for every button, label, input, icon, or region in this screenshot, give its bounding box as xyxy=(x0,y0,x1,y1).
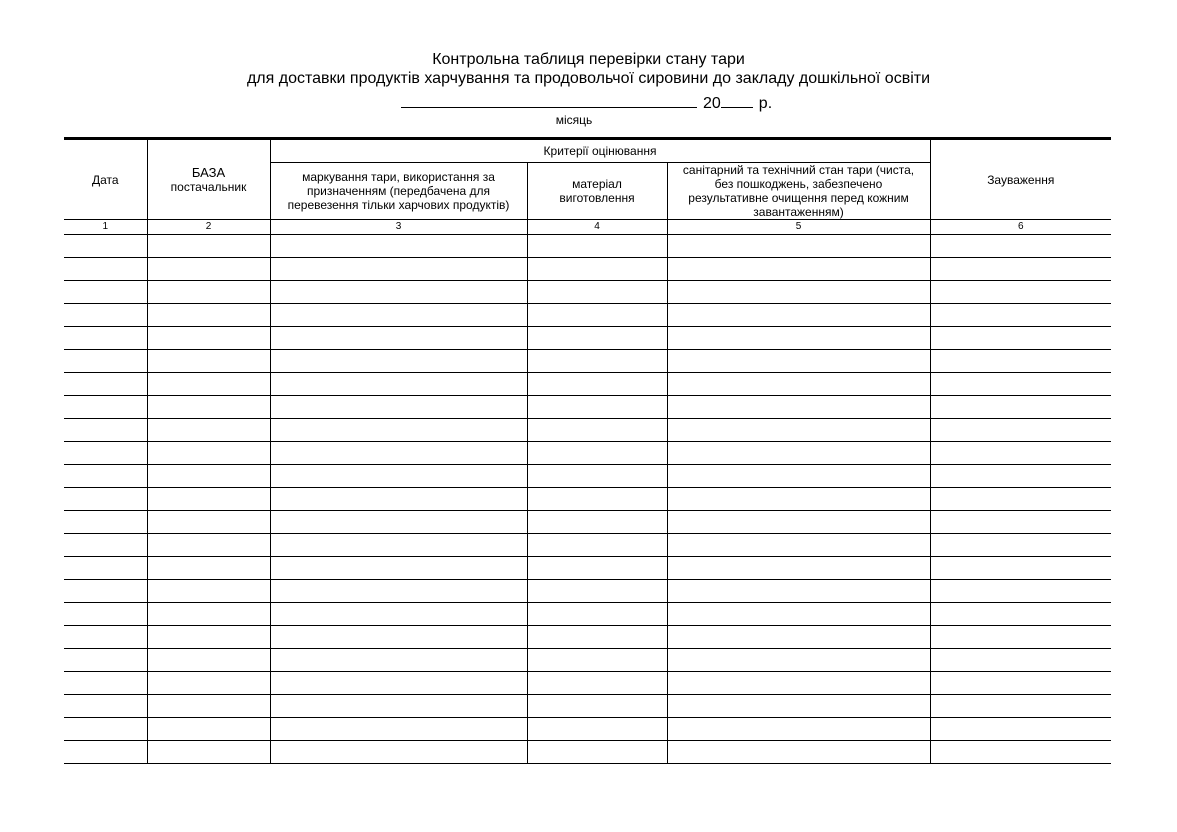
table-cell[interactable] xyxy=(930,741,1111,764)
table-cell[interactable] xyxy=(527,649,667,672)
table-cell[interactable] xyxy=(667,534,930,557)
table-cell[interactable] xyxy=(667,258,930,281)
table-cell[interactable] xyxy=(64,373,147,396)
header-supplier-line2: постачальник xyxy=(170,179,247,194)
table-cell[interactable] xyxy=(64,741,147,764)
table-cell[interactable] xyxy=(930,281,1111,304)
table-cell[interactable] xyxy=(527,235,667,258)
table-cell[interactable] xyxy=(270,557,527,580)
month-blank-field[interactable] xyxy=(401,92,697,108)
table-row xyxy=(64,695,1111,718)
table-row xyxy=(64,511,1111,534)
table-cell[interactable] xyxy=(667,741,930,764)
table-cell[interactable] xyxy=(270,534,527,557)
table-cell[interactable] xyxy=(667,327,930,350)
table-cell[interactable] xyxy=(527,465,667,488)
table-cell[interactable] xyxy=(270,603,527,626)
table-cell[interactable] xyxy=(147,350,270,373)
table-cell[interactable] xyxy=(667,557,930,580)
table-cell[interactable] xyxy=(270,511,527,534)
table-cell[interactable] xyxy=(64,649,147,672)
table-row xyxy=(64,580,1111,603)
table-cell[interactable] xyxy=(527,488,667,511)
header-marking-text: маркування тари, використання за призначенням (передбачена для перевезення тільки харчових продуктів) xyxy=(287,170,510,212)
table-cell[interactable] xyxy=(64,511,147,534)
year-blank-field[interactable] xyxy=(721,92,753,108)
header-marking xyxy=(270,163,527,220)
table-cell[interactable] xyxy=(147,258,270,281)
table-cell[interactable] xyxy=(64,350,147,373)
table-cell[interactable] xyxy=(930,235,1111,258)
table-cell[interactable] xyxy=(527,557,667,580)
column-number-row xyxy=(64,220,1111,235)
table-cell[interactable] xyxy=(270,258,527,281)
table-cell[interactable] xyxy=(930,442,1111,465)
table-cell[interactable] xyxy=(147,534,270,557)
table-cell[interactable] xyxy=(527,695,667,718)
header-sanitary-text: санітарний та технічний стан тари (чиста, без пошкоджень, забезпечено результативне очищення перед кожним завантаженням) xyxy=(682,163,915,219)
year-suffix: р. xyxy=(758,95,773,112)
table-cell[interactable] xyxy=(270,488,527,511)
period-row xyxy=(401,92,772,112)
table-cell[interactable] xyxy=(270,235,527,258)
header-material-text: матеріал виготовлення xyxy=(559,177,635,205)
table-row xyxy=(64,603,1111,626)
table-cell[interactable] xyxy=(147,557,270,580)
table-cell[interactable] xyxy=(667,695,930,718)
table-cell[interactable] xyxy=(64,488,147,511)
table-cell[interactable] xyxy=(667,235,930,258)
table-cell[interactable] xyxy=(527,626,667,649)
table-row xyxy=(64,373,1111,396)
table-cell[interactable] xyxy=(667,603,930,626)
table-cell[interactable] xyxy=(64,626,147,649)
table-cell[interactable] xyxy=(64,235,147,258)
table-cell[interactable] xyxy=(147,396,270,419)
table-row xyxy=(64,649,1111,672)
table-cell[interactable] xyxy=(667,373,930,396)
table-cell[interactable] xyxy=(64,580,147,603)
table-cell[interactable] xyxy=(930,649,1111,672)
table-cell[interactable] xyxy=(930,258,1111,281)
table-cell[interactable] xyxy=(270,741,527,764)
table-cell[interactable] xyxy=(147,488,270,511)
table-cell[interactable] xyxy=(527,718,667,741)
table-row xyxy=(64,419,1111,442)
table-cell[interactable] xyxy=(147,235,270,258)
table-cell[interactable] xyxy=(147,718,270,741)
table-cell[interactable] xyxy=(667,304,930,327)
table-cell[interactable] xyxy=(667,672,930,695)
table-row xyxy=(64,488,1111,511)
inspection-table xyxy=(64,137,1111,764)
table-cell[interactable] xyxy=(667,718,930,741)
table-cell[interactable] xyxy=(270,281,527,304)
table-cell[interactable] xyxy=(667,442,930,465)
table-cell[interactable] xyxy=(64,327,147,350)
table-row xyxy=(64,741,1111,764)
table-cell[interactable] xyxy=(667,511,930,534)
table-cell[interactable] xyxy=(270,580,527,603)
document-title: Контрольна таблиця перевірки стану тари xyxy=(432,51,745,68)
table-cell[interactable] xyxy=(527,350,667,373)
column-number: 6 xyxy=(930,220,1111,235)
table-cell[interactable] xyxy=(64,281,147,304)
table-cell[interactable] xyxy=(667,465,930,488)
table-row xyxy=(64,534,1111,557)
header-supplier-line1: БАЗА xyxy=(191,164,226,180)
table-cell[interactable] xyxy=(930,465,1111,488)
column-number: 4 xyxy=(527,220,667,235)
table-cell[interactable] xyxy=(930,373,1111,396)
table-cell[interactable] xyxy=(64,557,147,580)
header-remarks: Зауваження xyxy=(930,139,1111,220)
table-cell[interactable] xyxy=(270,419,527,442)
table-cell[interactable] xyxy=(667,350,930,373)
table-row xyxy=(64,235,1111,258)
table-cell[interactable] xyxy=(667,649,930,672)
table-cell[interactable] xyxy=(64,442,147,465)
table-cell[interactable] xyxy=(147,695,270,718)
table-cell[interactable] xyxy=(527,327,667,350)
header-criteria: Критерії оцінювання xyxy=(270,139,930,163)
table-cell[interactable] xyxy=(147,649,270,672)
table-cell[interactable] xyxy=(270,695,527,718)
table-cell[interactable] xyxy=(667,419,930,442)
header-material xyxy=(527,163,667,220)
table-cell[interactable] xyxy=(527,672,667,695)
table-cell[interactable] xyxy=(930,419,1111,442)
table-row xyxy=(64,672,1111,695)
table-cell[interactable] xyxy=(147,465,270,488)
table-cell[interactable] xyxy=(147,373,270,396)
table-row xyxy=(64,557,1111,580)
table-cell[interactable] xyxy=(147,304,270,327)
table-cell[interactable] xyxy=(270,626,527,649)
column-number: 3 xyxy=(270,220,527,235)
table-cell[interactable] xyxy=(64,695,147,718)
table-cell[interactable] xyxy=(527,396,667,419)
table-cell[interactable] xyxy=(527,304,667,327)
table-cell[interactable] xyxy=(147,419,270,442)
table-row xyxy=(64,258,1111,281)
table-row xyxy=(64,718,1111,741)
table-cell[interactable] xyxy=(527,603,667,626)
table-cell[interactable] xyxy=(930,534,1111,557)
table-cell[interactable] xyxy=(64,465,147,488)
table-cell[interactable] xyxy=(270,304,527,327)
document-subtitle: для доставки продуктів харчування та продовольчої сировини до закладу дошкільної освіти xyxy=(246,70,931,87)
table-cell[interactable] xyxy=(147,672,270,695)
table-cell[interactable] xyxy=(147,741,270,764)
table-row xyxy=(64,442,1111,465)
table-cell[interactable] xyxy=(64,304,147,327)
column-number: 5 xyxy=(667,220,930,235)
year-prefix: 20 xyxy=(703,95,721,112)
header-sanitary xyxy=(667,163,930,220)
table-cell[interactable] xyxy=(147,442,270,465)
table-cell[interactable] xyxy=(64,534,147,557)
table-cell[interactable] xyxy=(930,718,1111,741)
table-cell[interactable] xyxy=(930,488,1111,511)
table-row xyxy=(64,327,1111,350)
table-cell[interactable] xyxy=(527,373,667,396)
table-cell[interactable] xyxy=(930,603,1111,626)
table-cell[interactable] xyxy=(270,649,527,672)
table-row xyxy=(64,396,1111,419)
table-cell[interactable] xyxy=(527,419,667,442)
table-cell[interactable] xyxy=(147,281,270,304)
table-cell[interactable] xyxy=(527,534,667,557)
table-cell[interactable] xyxy=(64,672,147,695)
table-cell[interactable] xyxy=(527,281,667,304)
table-cell[interactable] xyxy=(930,672,1111,695)
table-cell[interactable] xyxy=(147,511,270,534)
table-cell[interactable] xyxy=(930,304,1111,327)
table-cell[interactable] xyxy=(270,396,527,419)
table-cell[interactable] xyxy=(147,580,270,603)
header-supplier xyxy=(147,139,270,220)
table-cell[interactable] xyxy=(930,557,1111,580)
column-number: 1 xyxy=(64,220,147,235)
table-cell[interactable] xyxy=(64,258,147,281)
table-cell[interactable] xyxy=(147,327,270,350)
table-cell[interactable] xyxy=(930,511,1111,534)
table-cell[interactable] xyxy=(270,718,527,741)
table-cell[interactable] xyxy=(270,465,527,488)
table-cell[interactable] xyxy=(667,488,930,511)
table-cell[interactable] xyxy=(64,396,147,419)
table-cell[interactable] xyxy=(270,672,527,695)
table-cell[interactable] xyxy=(64,603,147,626)
table-cell[interactable] xyxy=(64,718,147,741)
table-body xyxy=(64,235,1111,764)
table-cell[interactable] xyxy=(930,580,1111,603)
table-cell[interactable] xyxy=(270,373,527,396)
table-cell[interactable] xyxy=(667,281,930,304)
table-cell[interactable] xyxy=(527,442,667,465)
table-row xyxy=(64,465,1111,488)
column-number: 2 xyxy=(147,220,270,235)
table-cell[interactable] xyxy=(64,419,147,442)
table-cell[interactable] xyxy=(270,327,527,350)
table-cell[interactable] xyxy=(527,580,667,603)
table-cell[interactable] xyxy=(667,626,930,649)
table-cell[interactable] xyxy=(147,626,270,649)
table-cell[interactable] xyxy=(270,442,527,465)
table-row xyxy=(64,626,1111,649)
table-cell[interactable] xyxy=(147,603,270,626)
table-row xyxy=(64,304,1111,327)
table-cell[interactable] xyxy=(527,511,667,534)
table-row xyxy=(64,281,1111,304)
table-cell[interactable] xyxy=(667,580,930,603)
table-cell[interactable] xyxy=(527,258,667,281)
table-cell[interactable] xyxy=(270,350,527,373)
table-cell[interactable] xyxy=(527,741,667,764)
table-row xyxy=(64,350,1111,373)
table-cell[interactable] xyxy=(667,396,930,419)
table-cell[interactable] xyxy=(930,350,1111,373)
table-cell[interactable] xyxy=(930,695,1111,718)
table-cell[interactable] xyxy=(930,396,1111,419)
header-date: Дата xyxy=(64,139,147,220)
table-cell[interactable] xyxy=(930,626,1111,649)
table-cell[interactable] xyxy=(930,327,1111,350)
month-caption: місяць xyxy=(555,113,593,127)
